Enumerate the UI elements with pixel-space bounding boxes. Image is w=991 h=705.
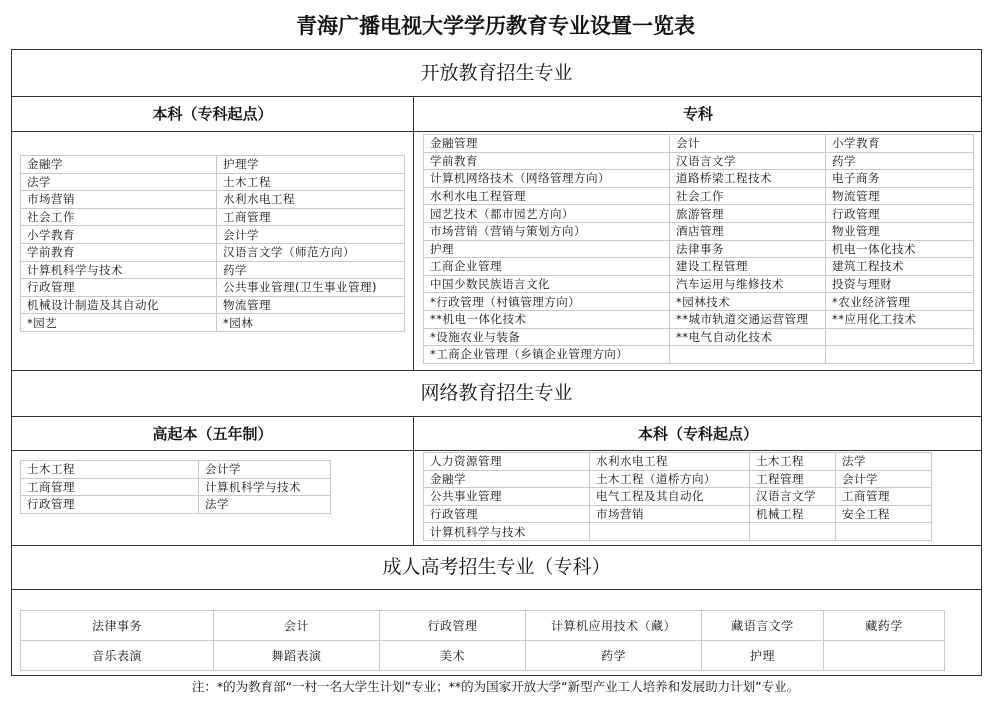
table-cell: 电气工程及其自动化: [590, 488, 750, 506]
table-cell: 机械设计制造及其自动化: [21, 296, 217, 314]
adult-table: [20, 610, 945, 671]
open-associate-header: 专科: [682, 105, 713, 123]
table-cell: 机械工程: [750, 505, 836, 523]
table-cell: 法学: [21, 173, 217, 191]
table-cell: 行政管理: [21, 496, 199, 514]
network-highstart-header: 高起本（五年制）: [152, 425, 273, 443]
table-cell: 护理: [702, 641, 824, 671]
table-cell: 工商管理: [217, 208, 405, 226]
table-cell: 金融学: [21, 156, 217, 174]
table-cell: *园艺: [21, 314, 217, 332]
table-cell: 法律事务: [670, 240, 826, 258]
table-cell: 会计: [214, 611, 380, 641]
table-row: [424, 505, 932, 523]
table-cell: 道路桥梁工程技术: [670, 170, 826, 188]
table-row: [424, 470, 932, 488]
table-row: [21, 173, 405, 191]
table-cell: 护理学: [217, 156, 405, 174]
table-cell: 行政管理: [826, 205, 974, 223]
table-cell: **应用化工技术: [826, 310, 974, 328]
table-cell: 藏语言文学: [702, 611, 824, 641]
table-cell: 会计: [670, 135, 826, 153]
table-cell: 公共事业管理(卫生事业管理): [217, 279, 405, 297]
table-cell: *行政管理（村镇管理方向）: [424, 293, 670, 311]
table-cell: 市场营销: [21, 191, 217, 209]
table-cell: 水利水电工程管理: [424, 187, 670, 205]
table-cell: 机电一体化技术: [826, 240, 974, 258]
table-cell: 金融管理: [424, 135, 670, 153]
network-bachelor-header: 本科（专科起点）: [637, 425, 758, 443]
table-row: [424, 170, 974, 188]
table-cell: 小学教育: [826, 135, 974, 153]
open-bachelor-header: 本科（专科起点）: [152, 105, 273, 123]
table-cell: 舞蹈表演: [214, 641, 380, 671]
table-row: [424, 205, 974, 223]
network-education-title: 网络教育招生专业: [12, 370, 981, 417]
table-cell: 水利水电工程: [217, 191, 405, 209]
table-cell: 建设工程管理: [670, 258, 826, 276]
table-cell: 计算机科学与技术: [21, 261, 217, 279]
table-cell: 汉语言文学（师范方向）: [217, 243, 405, 261]
table-cell: 学前教育: [21, 243, 217, 261]
table-cell: 汉语言文学: [670, 152, 826, 170]
table-cell: 社会工作: [670, 187, 826, 205]
table-cell: 行政管理: [380, 611, 526, 641]
table-cell: 学前教育: [424, 152, 670, 170]
table-cell: 藏药学: [824, 611, 945, 641]
table-row: [424, 453, 932, 471]
table-cell: **城市轨道交通运营管理: [670, 310, 826, 328]
table-cell: 土木工程: [217, 173, 405, 191]
table-cell: 法学: [836, 453, 932, 471]
table-row: [424, 187, 974, 205]
table-cell: 计算机科学与技术: [424, 523, 590, 541]
divider: [413, 97, 414, 370]
table-cell: 公共事业管理: [424, 488, 590, 506]
open-education-title: 开放教育招生专业: [12, 50, 981, 97]
table-cell: 水利水电工程: [590, 453, 750, 471]
table-cell: 电子商务: [826, 170, 974, 188]
table-row: [21, 641, 945, 671]
table-row: [424, 275, 974, 293]
table-row: [424, 135, 974, 153]
table-cell: 小学教育: [21, 226, 217, 244]
table-cell: 土木工程（道桥方向）: [590, 470, 750, 488]
table-cell: 法学: [199, 496, 331, 514]
adult-exam-title: 成人高考招生专业（专科）: [12, 545, 981, 590]
table-cell: [670, 346, 826, 364]
table-cell: [836, 523, 932, 541]
table-row: [21, 243, 405, 261]
table-cell: [750, 523, 836, 541]
table-cell: 市场营销: [590, 505, 750, 523]
table-row: [21, 478, 331, 496]
table-cell: *园林技术: [670, 293, 826, 311]
table-cell: 工商管理: [836, 488, 932, 506]
open-bachelor-table: [20, 155, 405, 332]
table-cell: 旅游管理: [670, 205, 826, 223]
divider: [12, 131, 981, 132]
table-cell: 社会工作: [21, 208, 217, 226]
table-cell: *设施农业与装备: [424, 328, 670, 346]
table-cell: 投资与理财: [826, 275, 974, 293]
table-row: [21, 296, 405, 314]
table-row: [21, 261, 405, 279]
table-row: [21, 496, 331, 514]
table-cell: 人力资源管理: [424, 453, 590, 471]
table-cell: 汉语言文学: [750, 488, 836, 506]
table-row: [424, 523, 932, 541]
table-cell: [826, 346, 974, 364]
table-row: [424, 222, 974, 240]
table-cell: 金融学: [424, 470, 590, 488]
table-cell: 市场营销（营销与策划方向）: [424, 222, 670, 240]
table-cell: **电气自动化技术: [670, 328, 826, 346]
network-highstart-table: [20, 460, 331, 514]
table-cell: 土木工程: [750, 453, 836, 471]
table-row: [424, 240, 974, 258]
table-row: [21, 226, 405, 244]
table-row: [21, 156, 405, 174]
table-row: [424, 346, 974, 364]
table-cell: 物流管理: [217, 296, 405, 314]
table-cell: 行政管理: [424, 505, 590, 523]
table-cell: 建筑工程技术: [826, 258, 974, 276]
table-row: [424, 293, 974, 311]
table-row: [424, 310, 974, 328]
table-cell: 护理: [424, 240, 670, 258]
table-cell: 会计学: [199, 461, 331, 479]
table-cell: 行政管理: [21, 279, 217, 297]
table-cell: 物流管理: [826, 187, 974, 205]
table-cell: 酒店管理: [670, 222, 826, 240]
table-cell: 计算机应用技术（藏）: [526, 611, 702, 641]
table-cell: 中国少数民族语言文化: [424, 275, 670, 293]
table-cell: 会计学: [217, 226, 405, 244]
table-cell: 土木工程: [21, 461, 199, 479]
table-cell: [824, 641, 945, 671]
table-cell: 药学: [826, 152, 974, 170]
table-cell: 汽车运用与维修技术: [670, 275, 826, 293]
table-cell: [590, 523, 750, 541]
table-row: [424, 488, 932, 506]
table-cell: *农业经济管理: [826, 293, 974, 311]
network-bachelor-table: [423, 452, 932, 541]
table-cell: 工程管理: [750, 470, 836, 488]
table-cell: 工商管理: [21, 478, 199, 496]
table-cell: 工商企业管理: [424, 258, 670, 276]
table-cell: 物业管理: [826, 222, 974, 240]
divider: [12, 450, 981, 451]
table-row: [21, 208, 405, 226]
table-row: [21, 314, 405, 332]
table-row: [424, 328, 974, 346]
table-cell: [826, 328, 974, 346]
table-cell: 药学: [526, 641, 702, 671]
table-cell: 美术: [380, 641, 526, 671]
table-row: [424, 258, 974, 276]
table-cell: *工商企业管理（乡镇企业管理方向）: [424, 346, 670, 364]
table-row: [21, 191, 405, 209]
table-cell: 安全工程: [836, 505, 932, 523]
table-cell: **机电一体化技术: [424, 310, 670, 328]
table-cell: 法律事务: [21, 611, 214, 641]
open-associate-table: [423, 134, 974, 364]
table-cell: 音乐表演: [21, 641, 214, 671]
footnote: 注：*的为教育部“一村一名大学生计划”专业；**的为国家开放大学“新型产业工人培养和发展助力计划”专业。: [191, 679, 800, 694]
programs-table: [11, 49, 982, 676]
table-cell: 计算机网络技术（网络管理方向）: [424, 170, 670, 188]
table-row: [424, 152, 974, 170]
table-cell: 会计学: [836, 470, 932, 488]
page-title: 青海广播电视大学学历教育专业设置一览表: [296, 14, 695, 38]
table-row: [21, 279, 405, 297]
table-cell: 计算机科学与技术: [199, 478, 331, 496]
table-row: [21, 461, 331, 479]
table-row: [21, 611, 945, 641]
table-cell: 园艺技术（都市园艺方向）: [424, 205, 670, 223]
table-cell: 药学: [217, 261, 405, 279]
table-cell: *园林: [217, 314, 405, 332]
